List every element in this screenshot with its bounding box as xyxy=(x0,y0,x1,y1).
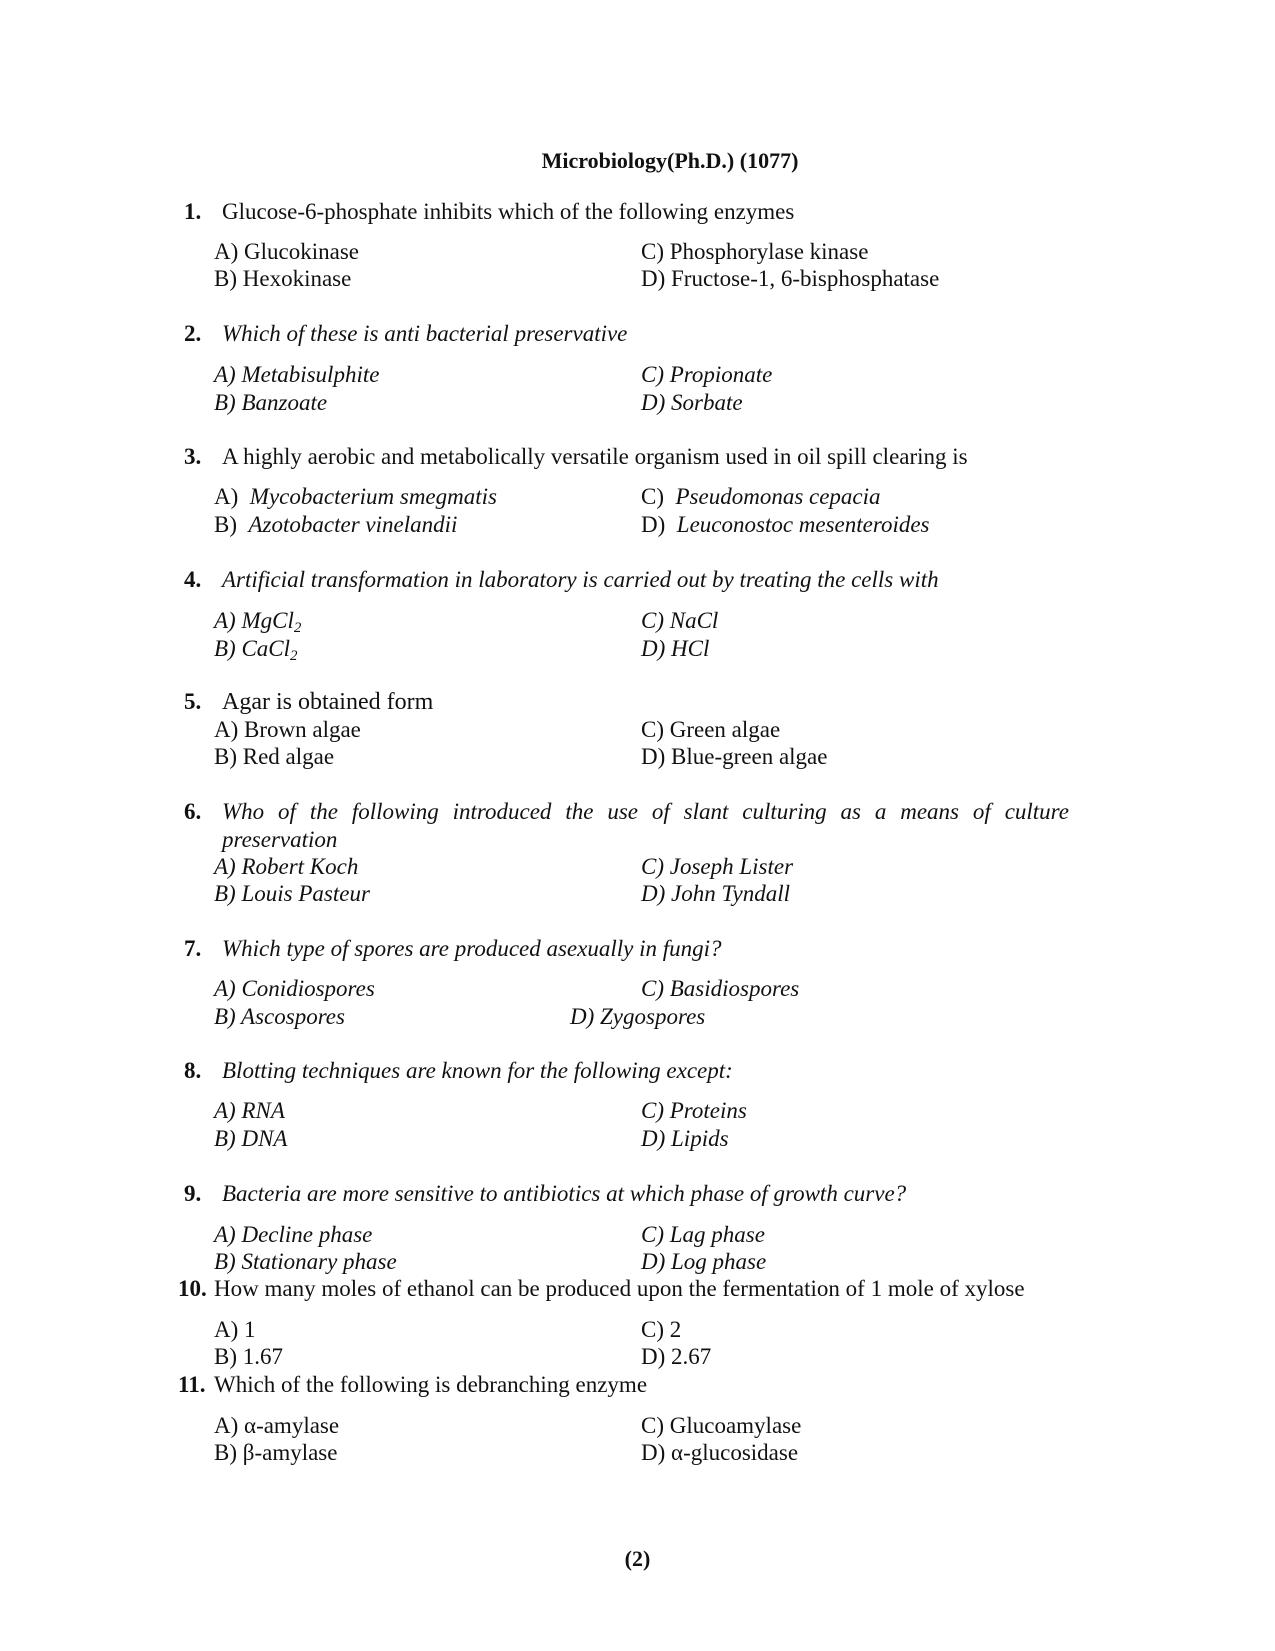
option-c[interactable]: C) Lag phase xyxy=(641,1222,765,1247)
option-text: Mycobacterium smegmatis xyxy=(249,484,497,509)
option-text: Pseudomonas cepacia xyxy=(675,484,881,509)
question-number: 4. xyxy=(184,567,202,592)
question-text: Which of the following is debranching enzyme xyxy=(214,1372,648,1397)
question-4 xyxy=(184,566,1124,594)
option-c[interactable]: C) NaCl xyxy=(641,608,719,633)
question-text: Which type of spores are produced asexually in fungi? xyxy=(222,936,722,961)
option-a[interactable]: A) Decline phase xyxy=(214,1222,373,1247)
question-number: 2. xyxy=(184,321,202,346)
page-number: (2) xyxy=(624,1546,651,1571)
question-1 xyxy=(184,198,1124,226)
option-b[interactable]: B) β-amylase xyxy=(214,1440,338,1465)
option-c[interactable]: C) Phosphorylase kinase xyxy=(641,239,869,264)
question-5 xyxy=(184,688,1124,716)
option-label: D) xyxy=(641,512,666,537)
option-b[interactable] xyxy=(214,511,457,539)
question-number: 6. xyxy=(184,799,202,824)
option-b[interactable]: B) Banzoate xyxy=(214,390,328,415)
option-b[interactable]: B) Hexokinase xyxy=(214,266,352,291)
question-7 xyxy=(184,935,1124,963)
option-b[interactable]: B) Stationary phase xyxy=(214,1249,397,1274)
question-text: Which of these is anti bacterial preservative xyxy=(222,321,628,346)
question-9 xyxy=(184,1180,1124,1208)
option-c[interactable] xyxy=(641,483,881,511)
option-d[interactable] xyxy=(641,511,930,539)
question-8 xyxy=(184,1057,1124,1085)
question-number: 7. xyxy=(184,936,202,961)
option-d[interactable]: D) Fructose-1, 6-bisphosphatase xyxy=(641,266,940,291)
question-text: Artificial transformation in laboratory is carried out by treating the cells with xyxy=(222,567,939,592)
question-text: Who of the following introduced the use of slant culturing as a means of culture preservation xyxy=(222,799,1069,852)
option-a[interactable]: A) α-amylase xyxy=(214,1413,340,1438)
option-b[interactable]: B) Louis Pasteur xyxy=(214,881,370,906)
question-10 xyxy=(178,1275,1078,1303)
option-d[interactable]: D) Blue-green algae xyxy=(641,744,828,769)
option-a[interactable]: A) Conidiospores xyxy=(214,976,375,1001)
question-number: 8. xyxy=(184,1058,202,1083)
question-6 xyxy=(184,798,1069,854)
option-c[interactable]: C) Joseph Lister xyxy=(641,854,794,879)
option-text: B) CaCl xyxy=(214,636,291,661)
option-b[interactable]: B) DNA xyxy=(214,1126,288,1151)
option-a[interactable]: A) Metabisulphite xyxy=(214,362,380,387)
question-number: 5. xyxy=(184,689,202,714)
option-label: C) xyxy=(641,484,664,509)
question-text: Glucose-6-phosphate inhibits which of the following enzymes xyxy=(222,199,795,224)
question-11 xyxy=(178,1371,1078,1399)
option-d[interactable]: D) HCl xyxy=(641,636,710,661)
option-d[interactable]: D) John Tyndall xyxy=(641,881,791,906)
option-text: Azotobacter vinelandii xyxy=(248,512,458,537)
option-d[interactable]: D) Sorbate xyxy=(641,390,743,415)
question-text: Blotting techniques are known for the following except: xyxy=(222,1058,733,1083)
option-label: B) xyxy=(214,512,237,537)
option-a[interactable]: A) Brown algae xyxy=(214,717,361,742)
option-b[interactable]: B) Red algae xyxy=(214,744,335,769)
question-text: How many moles of ethanol can be produced upon the fermentation of 1 mole of xylose xyxy=(214,1276,1025,1301)
option-c[interactable]: C) Green algae xyxy=(641,717,781,742)
option-d[interactable]: D) α-glucosidase xyxy=(641,1440,799,1465)
page-title: Microbiology(Ph.D.) (1077) xyxy=(541,148,799,173)
question-number: 10. xyxy=(178,1276,207,1301)
option-text: Leuconostoc mesenteroides xyxy=(676,512,930,537)
option-c[interactable]: C) 2 xyxy=(641,1317,682,1342)
question-text: Bacteria are more sensitive to antibiotics at which phase of growth curve? xyxy=(222,1181,907,1206)
subscript: 2 xyxy=(293,620,302,636)
option-d[interactable]: D) Zygospores xyxy=(570,1004,706,1029)
option-a[interactable]: A) RNA xyxy=(214,1098,285,1123)
option-a[interactable] xyxy=(214,483,497,511)
option-label: A) xyxy=(214,484,239,509)
question-2 xyxy=(184,320,1124,348)
option-c[interactable]: C) Basidiospores xyxy=(641,976,800,1001)
option-text: A) MgCl xyxy=(214,608,294,633)
question-text: A highly aerobic and metabolically versatile organism used in oil spill clearing is xyxy=(222,444,968,469)
question-text: Agar is obtained form xyxy=(222,689,434,715)
question-number: 1. xyxy=(184,199,202,224)
option-b[interactable]: B) Ascospores xyxy=(214,1004,345,1029)
option-d[interactable]: D) Log phase xyxy=(641,1249,767,1274)
option-a[interactable] xyxy=(214,607,301,635)
option-d[interactable]: D) 2.67 xyxy=(641,1344,712,1369)
option-a[interactable]: A) 1 xyxy=(214,1317,256,1342)
subscript: 2 xyxy=(290,648,298,664)
option-b[interactable]: B) 1.67 xyxy=(214,1344,283,1369)
option-d[interactable]: D) Lipids xyxy=(641,1126,729,1151)
option-a[interactable]: A) Glucokinase xyxy=(214,239,359,264)
question-3 xyxy=(184,443,1124,471)
option-c[interactable]: C) Glucoamylase xyxy=(641,1413,802,1438)
option-a[interactable]: A) Robert Koch xyxy=(214,854,359,879)
option-b[interactable] xyxy=(214,635,298,663)
question-number: 3. xyxy=(184,444,202,469)
question-number: 11. xyxy=(178,1372,206,1397)
question-number: 9. xyxy=(184,1181,202,1206)
option-c[interactable]: C) Propionate xyxy=(641,362,773,387)
option-c[interactable]: C) Proteins xyxy=(641,1098,747,1123)
